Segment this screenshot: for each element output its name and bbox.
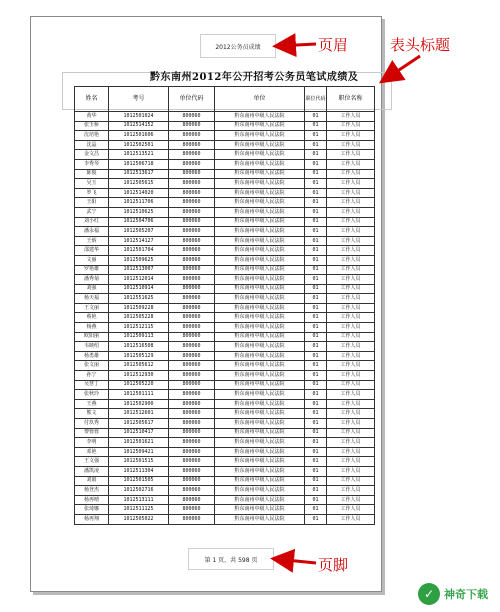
cell-unit: 黔东南州中级人民法院 bbox=[215, 227, 305, 237]
cell-position-name: 工作人员 bbox=[327, 179, 375, 189]
cell-exam-id: 1012501111 bbox=[109, 390, 169, 400]
cell-position-code: 01 bbox=[305, 140, 327, 150]
cell-unit-code: 800060 bbox=[169, 121, 215, 131]
cell-name: 杨勇雄 bbox=[75, 351, 109, 361]
footer-annotation: 页脚 bbox=[318, 556, 349, 574]
cell-exam-id: 1012514152 bbox=[109, 121, 169, 131]
cell-position-name: 工作人员 bbox=[327, 265, 375, 275]
cell-name: 孙宁 bbox=[75, 371, 109, 381]
cell-name: 李明 bbox=[75, 438, 109, 448]
cell-name: 张玉桥 bbox=[75, 121, 109, 131]
cell-unit-code: 800060 bbox=[169, 150, 215, 160]
checkmark-logo-icon: ✓ bbox=[418, 583, 440, 605]
cell-position-name: 工作人员 bbox=[327, 447, 375, 457]
cell-position-name: 工作人员 bbox=[327, 188, 375, 198]
cell-exam-id: 1012509625 bbox=[109, 255, 169, 265]
col-header-position-code: 职位代码 bbox=[305, 87, 327, 112]
cell-position-name: 工作人员 bbox=[327, 284, 375, 294]
cell-name: 张文丽 bbox=[75, 361, 109, 371]
cell-unit: 黔东南州中级人民法院 bbox=[215, 399, 305, 409]
cell-name: 熊文 bbox=[75, 409, 109, 419]
cell-unit: 黔东南州中级人民法院 bbox=[215, 140, 305, 150]
cell-unit-code: 800060 bbox=[169, 236, 215, 246]
cell-position-name: 工作人员 bbox=[327, 342, 375, 352]
cell-name: 罗飞 bbox=[75, 188, 109, 198]
cell-exam-id: 1012505617 bbox=[109, 419, 169, 429]
cell-unit: 黔东南州中级人民法院 bbox=[215, 121, 305, 131]
cell-exam-id: 1012512014 bbox=[109, 275, 169, 285]
cell-unit: 黔东南州中级人民法院 bbox=[215, 457, 305, 467]
cell-exam-id: 1012516508 bbox=[109, 342, 169, 352]
cell-exam-id: 1012512115 bbox=[109, 323, 169, 333]
cell-position-code: 01 bbox=[305, 409, 327, 419]
cell-name: 付玖秀 bbox=[75, 419, 109, 429]
cell-position-code: 01 bbox=[305, 371, 327, 381]
cell-position-name: 工作人员 bbox=[327, 313, 375, 323]
cell-unit-code: 800060 bbox=[169, 332, 215, 342]
cell-exam-id: 1012509113 bbox=[109, 332, 169, 342]
cell-position-code: 01 bbox=[305, 514, 327, 524]
cell-position-name: 工作人员 bbox=[327, 486, 375, 496]
cell-exam-id: 1012501621 bbox=[109, 438, 169, 448]
cell-unit: 黔东南州中级人民法院 bbox=[215, 303, 305, 313]
cell-unit: 黔东南州中级人民法院 bbox=[215, 159, 305, 169]
cell-unit-code: 800060 bbox=[169, 217, 215, 227]
cell-exam-id: 1012509421 bbox=[109, 447, 169, 457]
cell-name: 杨再晴 bbox=[75, 495, 109, 505]
cell-unit-code: 800060 bbox=[169, 207, 215, 217]
cell-position-code: 01 bbox=[305, 342, 327, 352]
site-watermark bbox=[418, 580, 498, 608]
cell-unit: 黔东南州中级人民法院 bbox=[215, 476, 305, 486]
cell-exam-id: 1012501606 bbox=[109, 131, 169, 141]
table-title: 黔东南州2012年公开招考公务员笔试成绩及 bbox=[150, 72, 359, 83]
cell-name: 王燕 bbox=[75, 399, 109, 409]
cell-unit-code: 800060 bbox=[169, 275, 215, 285]
cell-unit: 黔东南州中级人民法院 bbox=[215, 198, 305, 208]
cell-position-name: 工作人员 bbox=[327, 399, 375, 409]
cell-name: 刘强 bbox=[75, 284, 109, 294]
cell-unit: 黔东南州中级人民法院 bbox=[215, 380, 305, 390]
cell-position-code: 01 bbox=[305, 361, 327, 371]
cell-name: 潘永福 bbox=[75, 227, 109, 237]
cell-unit-code: 800060 bbox=[169, 447, 215, 457]
cell-name: 张琦娜 bbox=[75, 505, 109, 515]
cell-unit: 黔东南州中级人民法院 bbox=[215, 438, 305, 448]
cell-position-name: 工作人员 bbox=[327, 361, 375, 371]
cell-exam-id: 1012502900 bbox=[109, 399, 169, 409]
cell-position-code: 01 bbox=[305, 188, 327, 198]
cell-exam-id: 1012514020 bbox=[109, 188, 169, 198]
cell-position-code: 01 bbox=[305, 198, 327, 208]
cell-position-name: 工作人员 bbox=[327, 140, 375, 150]
cell-name: 吴慧丁 bbox=[75, 380, 109, 390]
cell-unit-code: 800060 bbox=[169, 188, 215, 198]
cell-position-code: 01 bbox=[305, 486, 327, 496]
cell-unit: 黔东南州中级人民法院 bbox=[215, 265, 305, 275]
cell-position-name: 工作人员 bbox=[327, 428, 375, 438]
cell-name: 潘秀菊 bbox=[75, 275, 109, 285]
cell-unit-code: 800060 bbox=[169, 438, 215, 448]
cell-unit-code: 800060 bbox=[169, 313, 215, 323]
cell-name: 欧阳丽 bbox=[75, 332, 109, 342]
col-header-exam-id: 考号 bbox=[109, 87, 169, 112]
cell-unit: 黔东南州中级人民法院 bbox=[215, 188, 305, 198]
cell-unit: 黔东南州中级人民法院 bbox=[215, 351, 305, 361]
cell-unit-code: 800060 bbox=[169, 169, 215, 179]
cell-position-name: 工作人员 bbox=[327, 371, 375, 381]
cell-unit: 黔东南州中级人民法院 bbox=[215, 505, 305, 515]
cell-unit-code: 800060 bbox=[169, 390, 215, 400]
cell-position-code: 01 bbox=[305, 294, 327, 304]
cell-exam-id: 1012510625 bbox=[109, 207, 169, 217]
cell-unit-code: 800060 bbox=[169, 399, 215, 409]
cell-unit: 黔东南州中级人民法院 bbox=[215, 131, 305, 141]
cell-position-code: 01 bbox=[305, 217, 327, 227]
cell-unit-code: 800060 bbox=[169, 198, 215, 208]
cell-name: 王炳 bbox=[75, 236, 109, 246]
cell-position-code: 01 bbox=[305, 323, 327, 333]
cell-unit-code: 800060 bbox=[169, 486, 215, 496]
cell-exam-id: 1012511125 bbox=[109, 505, 169, 515]
cell-exam-id: 1012551625 bbox=[109, 294, 169, 304]
cell-unit: 黔东南州中级人民法院 bbox=[215, 246, 305, 256]
cell-position-name: 工作人员 bbox=[327, 236, 375, 246]
cell-name: 王文丽 bbox=[75, 303, 109, 313]
col-header-position-name: 职位名称 bbox=[327, 87, 375, 112]
cell-unit: 黔东南州中级人民法院 bbox=[215, 217, 305, 227]
cell-exam-id: 1012504706 bbox=[109, 217, 169, 227]
cell-position-name: 工作人员 bbox=[327, 351, 375, 361]
cell-name: 沈培艳 bbox=[75, 131, 109, 141]
cell-unit: 黔东南州中级人民法院 bbox=[215, 495, 305, 505]
cell-position-name: 工作人员 bbox=[327, 476, 375, 486]
cell-unit: 黔东南州中级人民法院 bbox=[215, 207, 305, 217]
cell-exam-id: 1012514127 bbox=[109, 236, 169, 246]
cell-name: 邓艳 bbox=[75, 447, 109, 457]
cell-unit-code: 800060 bbox=[169, 284, 215, 294]
cell-unit-code: 800060 bbox=[169, 179, 215, 189]
page-header-text: 2012公务员成绩 bbox=[215, 43, 261, 51]
cell-unit: 黔东南州中级人民法院 bbox=[215, 371, 305, 381]
cell-exam-id: 1012513521 bbox=[109, 150, 169, 160]
cell-position-code: 01 bbox=[305, 505, 327, 515]
cell-exam-id: 1012510914 bbox=[109, 284, 169, 294]
cell-position-name: 工作人员 bbox=[327, 227, 375, 237]
cell-position-code: 01 bbox=[305, 265, 327, 275]
cell-position-name: 工作人员 bbox=[327, 150, 375, 160]
cell-unit-code: 800060 bbox=[169, 428, 215, 438]
title-annotation: 表头标题 bbox=[390, 36, 451, 54]
cell-name: 黄华 bbox=[75, 112, 109, 122]
cell-name: 罗艳雄 bbox=[75, 265, 109, 275]
cell-position-code: 01 bbox=[305, 121, 327, 131]
cell-name: 刘小红 bbox=[75, 217, 109, 227]
header-annotation: 页眉 bbox=[318, 36, 349, 54]
cell-exam-id: 1012502501 bbox=[109, 140, 169, 150]
cell-position-code: 01 bbox=[305, 351, 327, 361]
cell-position-name: 工作人员 bbox=[327, 275, 375, 285]
cell-unit-code: 800060 bbox=[169, 466, 215, 476]
cell-exam-id: 1012505220 bbox=[109, 380, 169, 390]
cell-position-code: 01 bbox=[305, 207, 327, 217]
cell-exam-id: 1012513617 bbox=[109, 169, 169, 179]
col-header-unit-code: 单位代码 bbox=[169, 87, 215, 112]
cell-exam-id: 1012502716 bbox=[109, 486, 169, 496]
page-footer-text: 第 1 页，共 598 页 bbox=[204, 556, 258, 564]
cell-position-code: 01 bbox=[305, 159, 327, 169]
cell-unit-code: 800060 bbox=[169, 371, 215, 381]
cell-position-code: 01 bbox=[305, 380, 327, 390]
cell-unit-code: 800060 bbox=[169, 505, 215, 515]
cell-position-code: 01 bbox=[305, 246, 327, 256]
cell-unit-code: 800060 bbox=[169, 112, 215, 122]
cell-unit: 黔东南州中级人民法院 bbox=[215, 361, 305, 371]
cell-position-code: 01 bbox=[305, 179, 327, 189]
cell-unit: 黔东南州中级人民法院 bbox=[215, 150, 305, 160]
cell-name: 韦映绍 bbox=[75, 342, 109, 352]
cell-position-code: 01 bbox=[305, 399, 327, 409]
cell-position-name: 工作人员 bbox=[327, 159, 375, 169]
cell-name: 杨燕 bbox=[75, 323, 109, 333]
cell-position-name: 工作人员 bbox=[327, 169, 375, 179]
cell-exam-id: 1012510417 bbox=[109, 428, 169, 438]
cell-unit-code: 800060 bbox=[169, 342, 215, 352]
cell-unit: 黔东南州中级人民法院 bbox=[215, 313, 305, 323]
cell-exam-id: 1012505207 bbox=[109, 227, 169, 237]
cell-name: 陈俊 bbox=[75, 169, 109, 179]
cell-unit-code: 800060 bbox=[169, 380, 215, 390]
cell-unit-code: 800060 bbox=[169, 361, 215, 371]
cell-exam-id: 1012505129 bbox=[109, 351, 169, 361]
cell-position-name: 工作人员 bbox=[327, 438, 375, 448]
cell-position-name: 工作人员 bbox=[327, 255, 375, 265]
cell-exam-id: 1012512601 bbox=[109, 409, 169, 419]
cell-unit-code: 800060 bbox=[169, 227, 215, 237]
cell-position-code: 01 bbox=[305, 131, 327, 141]
cell-position-name: 工作人员 bbox=[327, 112, 375, 122]
cell-unit: 黔东南州中级人民法院 bbox=[215, 466, 305, 476]
col-header-unit: 单位 bbox=[215, 87, 305, 112]
cell-position-code: 01 bbox=[305, 495, 327, 505]
cell-name: 文丽 bbox=[75, 255, 109, 265]
cell-position-code: 01 bbox=[305, 227, 327, 237]
cell-unit: 黔东南州中级人民法院 bbox=[215, 275, 305, 285]
cell-position-name: 工作人员 bbox=[327, 246, 375, 256]
cell-position-name: 工作人员 bbox=[327, 457, 375, 467]
cell-position-code: 01 bbox=[305, 303, 327, 313]
cell-unit-code: 800060 bbox=[169, 457, 215, 467]
cell-position-code: 01 bbox=[305, 466, 327, 476]
cell-unit: 黔东南州中级人民法院 bbox=[215, 179, 305, 189]
cell-unit-code: 800060 bbox=[169, 246, 215, 256]
cell-unit-code: 800060 bbox=[169, 476, 215, 486]
cell-position-name: 工作人员 bbox=[327, 332, 375, 342]
cell-position-name: 工作人员 bbox=[327, 198, 375, 208]
cell-position-name: 工作人员 bbox=[327, 505, 375, 515]
cell-unit: 黔东南州中级人民法院 bbox=[215, 294, 305, 304]
cell-position-code: 01 bbox=[305, 332, 327, 342]
cell-name: 王文强 bbox=[75, 457, 109, 467]
cell-position-name: 工作人员 bbox=[327, 495, 375, 505]
cell-unit: 黔东南州中级人民法院 bbox=[215, 342, 305, 352]
cell-exam-id: 1012505615 bbox=[109, 179, 169, 189]
cell-position-code: 01 bbox=[305, 169, 327, 179]
cell-name: 邵建华 bbox=[75, 246, 109, 256]
cell-position-code: 01 bbox=[305, 313, 327, 323]
cell-position-name: 工作人员 bbox=[327, 217, 375, 227]
cell-unit-code: 800060 bbox=[169, 131, 215, 141]
cell-unit: 黔东南州中级人民法院 bbox=[215, 323, 305, 333]
cell-name: 刘娟 bbox=[75, 476, 109, 486]
cell-unit-code: 800060 bbox=[169, 409, 215, 419]
cell-unit: 黔东南州中级人民法院 bbox=[215, 284, 305, 294]
title-arrow bbox=[384, 56, 420, 80]
cell-position-code: 01 bbox=[305, 284, 327, 294]
cell-position-name: 工作人员 bbox=[327, 207, 375, 217]
cell-position-name: 工作人员 bbox=[327, 303, 375, 313]
cell-unit: 黔东南州中级人民法院 bbox=[215, 112, 305, 122]
cell-unit-code: 800060 bbox=[169, 495, 215, 505]
cell-position-name: 工作人员 bbox=[327, 380, 375, 390]
cell-unit: 黔东南州中级人民法院 bbox=[215, 236, 305, 246]
cell-position-code: 01 bbox=[305, 419, 327, 429]
col-header-name: 姓名 bbox=[75, 87, 109, 112]
cell-exam-id: 1012509228 bbox=[109, 303, 169, 313]
cell-exam-id: 1012501505 bbox=[109, 476, 169, 486]
cell-position-name: 工作人员 bbox=[327, 131, 375, 141]
cell-name: 张秋玲 bbox=[75, 390, 109, 400]
cell-unit: 黔东南州中级人民法院 bbox=[215, 447, 305, 457]
cell-unit-code: 800060 bbox=[169, 294, 215, 304]
cell-exam-id: 1012511304 bbox=[109, 466, 169, 476]
cell-exam-id: 1012513111 bbox=[109, 495, 169, 505]
cell-exam-id: 1012501515 bbox=[109, 457, 169, 467]
cell-unit-code: 800060 bbox=[169, 303, 215, 313]
cell-unit: 黔东南州中级人民法院 bbox=[215, 390, 305, 400]
cell-position-name: 工作人员 bbox=[327, 419, 375, 429]
cell-unit-code: 800060 bbox=[169, 419, 215, 429]
cell-unit: 黔东南州中级人民法院 bbox=[215, 409, 305, 419]
watermark-text: 神奇下载 bbox=[444, 588, 488, 601]
cell-position-code: 01 bbox=[305, 275, 327, 285]
cell-name: 潘凯凌 bbox=[75, 466, 109, 476]
cell-position-name: 工作人员 bbox=[327, 323, 375, 333]
cell-name: 沈晶 bbox=[75, 140, 109, 150]
cell-name: 杨天福 bbox=[75, 294, 109, 304]
cell-name: 黎蓉蓉 bbox=[75, 428, 109, 438]
cell-exam-id: 1012506718 bbox=[109, 159, 169, 169]
cell-position-name: 工作人员 bbox=[327, 390, 375, 400]
cell-name: 金文昌 bbox=[75, 150, 109, 160]
cell-name: 杨再翔 bbox=[75, 514, 109, 524]
cell-unit: 黔东南州中级人民法院 bbox=[215, 332, 305, 342]
cell-position-name: 工作人员 bbox=[327, 514, 375, 524]
cell-position-name: 工作人员 bbox=[327, 409, 375, 419]
cell-name: 蔡艳 bbox=[75, 313, 109, 323]
cell-name: 王阳 bbox=[75, 198, 109, 208]
cell-name: 吴玉 bbox=[75, 179, 109, 189]
cell-exam-id: 1012505612 bbox=[109, 361, 169, 371]
cell-unit-code: 800060 bbox=[169, 265, 215, 275]
cell-position-code: 01 bbox=[305, 255, 327, 265]
cell-unit-code: 800060 bbox=[169, 159, 215, 169]
cell-position-code: 01 bbox=[305, 236, 327, 246]
cell-unit-code: 800060 bbox=[169, 140, 215, 150]
cell-exam-id: 1012505228 bbox=[109, 313, 169, 323]
cell-position-name: 工作人员 bbox=[327, 121, 375, 131]
cell-position-code: 01 bbox=[305, 390, 327, 400]
footer-arrow bbox=[276, 559, 316, 563]
cell-position-name: 工作人员 bbox=[327, 466, 375, 476]
cell-name: 杨登杰 bbox=[75, 486, 109, 496]
cell-unit-code: 800060 bbox=[169, 514, 215, 524]
cell-position-code: 01 bbox=[305, 112, 327, 122]
cell-position-code: 01 bbox=[305, 476, 327, 486]
cell-unit-code: 800060 bbox=[169, 351, 215, 361]
cell-position-code: 01 bbox=[305, 438, 327, 448]
cell-exam-id: 1012511706 bbox=[109, 198, 169, 208]
header-arrow bbox=[278, 44, 316, 46]
cell-unit-code: 800060 bbox=[169, 255, 215, 265]
cell-exam-id: 1012501024 bbox=[109, 112, 169, 122]
cell-unit-code: 800060 bbox=[169, 323, 215, 333]
cell-exam-id: 1012505022 bbox=[109, 514, 169, 524]
cell-exam-id: 1012501704 bbox=[109, 246, 169, 256]
cell-exam-id: 1012513007 bbox=[109, 265, 169, 275]
cell-name: 武宁 bbox=[75, 207, 109, 217]
cell-position-code: 01 bbox=[305, 457, 327, 467]
cell-position-name: 工作人员 bbox=[327, 294, 375, 304]
cell-unit: 黔东南州中级人民法院 bbox=[215, 514, 305, 524]
cell-exam-id: 1012512930 bbox=[109, 371, 169, 381]
cell-unit: 黔东南州中级人民法院 bbox=[215, 428, 305, 438]
cell-position-code: 01 bbox=[305, 428, 327, 438]
cell-name: 李秀琴 bbox=[75, 159, 109, 169]
cell-position-code: 01 bbox=[305, 150, 327, 160]
cell-unit: 黔东南州中级人民法院 bbox=[215, 419, 305, 429]
cell-unit: 黔东南州中级人民法院 bbox=[215, 255, 305, 265]
cell-position-code: 01 bbox=[305, 447, 327, 457]
cell-unit: 黔东南州中级人民法院 bbox=[215, 486, 305, 496]
cell-unit: 黔东南州中级人民法院 bbox=[215, 169, 305, 179]
